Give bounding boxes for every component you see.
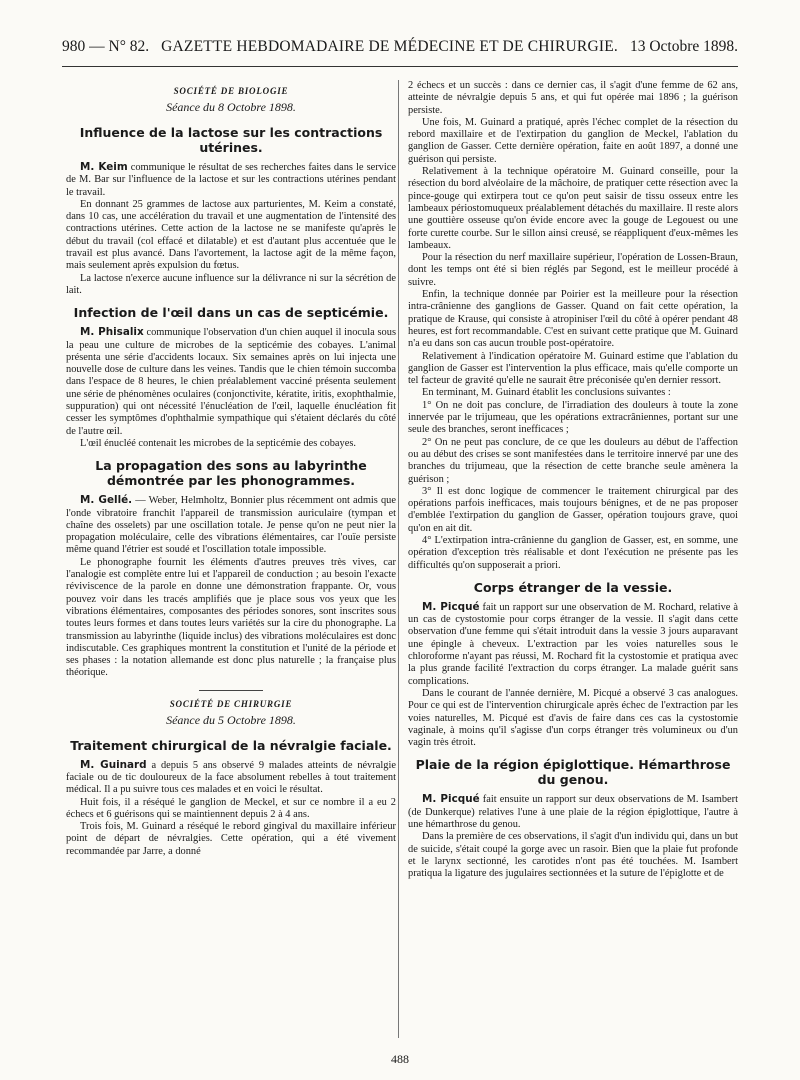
paragraph: Relativement à la technique opératoire M. Guinard conseille, pour la résection du bord alvéolaire de la mâchoire, de pratiquer cette résection avec la pince-gouge qui extirpera tout ce qu'on peut saisir de tissu osseux entre les lambeaux périostomuqueux préalablement détachés du maxillaire. Il reste alors une gouttière osseuse qu'on évide encore avec la gouge de Legouest ou une forte curette courbe. Sur le sillon ainsi creusé, se réappliquent d'eux-mêmes les lambeaux.	[408, 166, 738, 251]
header-date: 13 Octobre 1898.	[629, 38, 738, 55]
society-heading: SOCIÉTÉ DE BIOLOGIE	[173, 86, 289, 96]
paragraph: Huit fois, il a réséqué le ganglion de Meckel, et sur ce nombre il a eu 2 échecs et 6 guérisons qui se maintiennent depuis 2 à 4 ans.	[66, 796, 396, 820]
paragraph: Relativement à l'indication opératoire M. Guinard estime que l'ablation du ganglion de Gasser est l'intervention la plus efficace, mais qu'elle comporte un tel facteur de gravité qu'elle ne saurait être préconisée qu'en dernier ressort.	[408, 350, 738, 387]
header-journal-title: GAZETTE HEBDOMADAIRE DE MÉDECINE ET DE CHIRURGIE.	[161, 38, 618, 55]
session-date: Séance du 8 Octobre 1898.	[166, 100, 296, 114]
paragraph: En donnant 25 grammes de lactose aux parturientes, M. Keim a constaté, dans 10 cas, une accélération du travail et une augmentation de l'intensité des contractions utérines. Cette action de la lactose ne se manifeste qu'après le début du travail (col effacé et dilatable) et est d'autant plus accentuée que le travail est plus avancé. Dans l'avortement, la lactose agit de la même façon, mais seulement après expulsion du fœtus.	[66, 198, 396, 272]
paragraph: M. Keim communique le résultat de ses recherches faites dans le service de M. Bar sur l'influence de la lactose et sur les contractions utérines pendant le travail.	[66, 161, 396, 198]
paragraph: 2 échecs et un succès : dans ce dernier cas, il s'agit d'une femme de 62 ans, atteinte de névralgie depuis 5 ans, et qui fut opérée mai 1896 ; la guérison persiste.	[408, 80, 738, 116]
paragraph: 2° On ne peut pas conclure, de ce que les douleurs au début de l'affection ou au début des crises se sont manifestées dans le territoire innervé par une des branches du trijumeau, que la résection de cette branche seule amènera la guérison ;	[408, 436, 738, 485]
paragraph: La lactose n'exerce aucune influence sur la délivrance ni sur la sécrétion de lait.	[66, 272, 396, 296]
header-rule	[62, 66, 738, 67]
paragraph: Le phonographe fournit les éléments d'autres preuves très vives, car l'analogie est complète entre lui et l'appareil de conduction ; au besoin l'exacte réviviscence de la parole en donne une démonstration frappante. Or, vous pouvez voir dans les tracés amplifiés que je place sous vos yeux que les vibrations élémentaires, composantes des périodes sonores, sont inscrites sous toutes leurs formes et dans toutes leurs variétés sur la cire du phonographe. La transmission au labyrinthe (liquide inclus) des vibrations moléculaires est donc indiscutable. Ces graphiques montrent la constitution et l'unité de la période et ses phases : la notation allemande est donc plus naturelle ; la française plus théorique.	[66, 556, 396, 679]
header-issue: 980 — N° 82.	[62, 38, 150, 55]
paragraph: 4° L'extirpation intra-crânienne du ganglion de Gasser, est, en somme, une opération d'exception très réalisable et dont l'exécution ne présente pas les difficultés qu'on supposerait a priori.	[408, 534, 738, 571]
paragraph: Dans le courant de l'année dernière, M. Picqué a observé 3 cas analogues. Pour ce qui est de l'intervention chirurgicale après échec de l'extraction par les voies naturelles, M. Picqué est d'avis de faire dans ces cas la cystostomie vaginale, à moins qu'il s'agisse d'un corps étranger très volumineux ou d'un vagin très étroit.	[408, 687, 738, 749]
section-separator	[199, 690, 263, 691]
paragraph: M. Guinard a depuis 5 ans observé 9 malades atteints de névralgie faciale ou de tic douloureux de la face absolument rebelles à tout traitement médical. Il a pu suivre tous ces malades et en voici le résultat.	[66, 758, 396, 796]
column-divider	[398, 80, 399, 1038]
article-heading: Influence de la lactose sur les contractions utérines.	[79, 125, 383, 155]
paragraph: M. Phisalix communique l'observation d'un chien auquel il inocula sous la peau une culture de microbes de la septicémie des cobayes. L'animal présenta une série d'accidents locaux. Six semaines après on lui injecta une nouvelle dose de culture dans les veines. Tandis que le chien témoin succomba dans l'espace de 8 heures, le chien préalablement vacciné présenta seulement une série de phénomènes oculaires (conjonctivite, kératite, iritis, exophthalmie, suppuration) qui ont nécessité l'énucléation de l'œil, laquelle énucléation fit cesser les symptômes d'ophthalmie sympathique qui s'étaient déclarés du côté de l'autre œil.	[66, 326, 396, 437]
paragraph: M. Picqué fait un rapport sur une observation de M. Rochard, relative à un cas de cystostomie pour corps étranger de la vessie. Il s'agit dans cette observation d'une femme qui s'était introduit dans la vessie 3 jours auparavant une épingle à cheveux. L'extraction par les voies naturelles sous le chloroforme n'ayant pas réussi, M. Rochard fit la cystostomie et pratiqua avec la plus grande facilité l'extraction du corps étranger. La malade guérit sans complications.	[408, 600, 738, 687]
article-heading: Traitement chirurgical de la névralgie faciale.	[70, 737, 392, 753]
paragraph: M. Picqué fait ensuite un rapport sur deux observations de M. Isambert (de Dunkerque) relatives l'une à une plaie de la région épiglottique, l'autre à une hémarthrose du genou.	[408, 793, 738, 831]
speaker-name: M. Gellé.	[80, 494, 133, 507]
right-column	[408, 80, 738, 1040]
article-heading: La propagation des sons au labyrinthe démontrée par les phonogrammes.	[95, 458, 367, 489]
speaker-name: M. Picqué	[422, 600, 480, 613]
paragraph: Trois fois, M. Guinard a réséqué le rebord gingival du maxillaire inférieur point de départ de névralgies. Cette opération, qui a été vivement recommandée par Jarre, a donné	[66, 821, 396, 857]
paragraph: Pour la résection du nerf maxillaire supérieur, l'opération de Lossen-Braun, dont les temps ont été si bien réglés par Segond, est le meilleur procédé à suivre.	[408, 252, 738, 288]
paragraph: 3° Il est donc logique de commencer le traitement chirurgical par des opérations parfois inefficaces, mais toujours bénignes, et de ne pas proposer d'emblée l'extirpation du ganglion de Gasser, opération toujours grave, quoi qu'on en ait dit.	[408, 485, 738, 534]
article-heading: Infection de l'œil dans un cas de septicémie.	[73, 305, 389, 321]
paragraph: En terminant, M. Guinard établit les conclusions suivantes :	[422, 387, 671, 399]
page-number: 488	[391, 1052, 409, 1066]
speaker-name: M. Picqué	[422, 793, 480, 806]
running-header	[62, 38, 738, 64]
paragraph: M. Gellé. — Weber, Helmholtz, Bonnier plus récemment ont admis que l'onde vibratoire franchit l'appareil de transmission auriculaire (tympan et chaîne des osselets) par une oscillation totale. Je pense qu'on ne peut nier la propagation moléculaire, celle des vibrations élémentaires, car l'ouïe persiste même quand l'étrier est soudé et l'oscillation totale impossible.	[66, 494, 396, 556]
society-heading: SOCIÉTÉ DE CHIRURGIE	[169, 698, 293, 709]
article-heading: Plaie de la région épiglottique. Hémarthrose du genou.	[415, 757, 731, 788]
speaker-name: M. Keim	[80, 161, 128, 173]
paragraph: L'œil énucléé contenait les microbes de la septicémie des cobayes.	[80, 437, 356, 449]
paragraph: Une fois, M. Guinard a pratiqué, après l'échec complet de la résection du rebord maxillaire et de l'extirpation du ganglion de Meckel, l'ablation du ganglion de Gasser. Cette dernière opération, faite en août 1897, a donné une guérison qui persiste.	[408, 116, 738, 165]
speaker-name: M. Phisalix	[80, 326, 144, 339]
article-heading: Corps étranger de la vessie.	[473, 579, 673, 595]
left-column	[66, 80, 396, 1040]
paragraph: Enfin, la technique donnée par Poirier est la meilleure pour la résection intra-crânienne des ganglions de Gasser. Quand on fait cette opération, la pratique de Krause, qui consiste à atropiniser l'œil du côté à opérer pendant 48 heures, est fort recommandable. C'est en suivant cette pratique que M. Guinard n'a eu dans son cas aucun trouble post-opératoire.	[408, 289, 738, 350]
session-date: Séance du 5 Octobre 1898.	[166, 712, 296, 727]
paragraph: Dans la première de ces observations, il s'agit d'un individu qui, dans un but de suicide, s'était coupé la gorge avec un rasoir. Bien que la plaie fut profonde et le larynx sectionné, les carotides n'ont pas été touchées. M. Isambert pratiqua la ligature des jugulaires sectionnées et la suture de l'épiglotte et de	[408, 831, 738, 880]
speaker-name: M. Guinard	[80, 758, 147, 771]
paragraph: 1° On ne doit pas conclure, de l'irradiation des douleurs à toute la zone innervée par le trijumeau, que les opérations extracrâniennes, portant sur une seule des branches, seront inefficaces ;	[408, 399, 738, 436]
